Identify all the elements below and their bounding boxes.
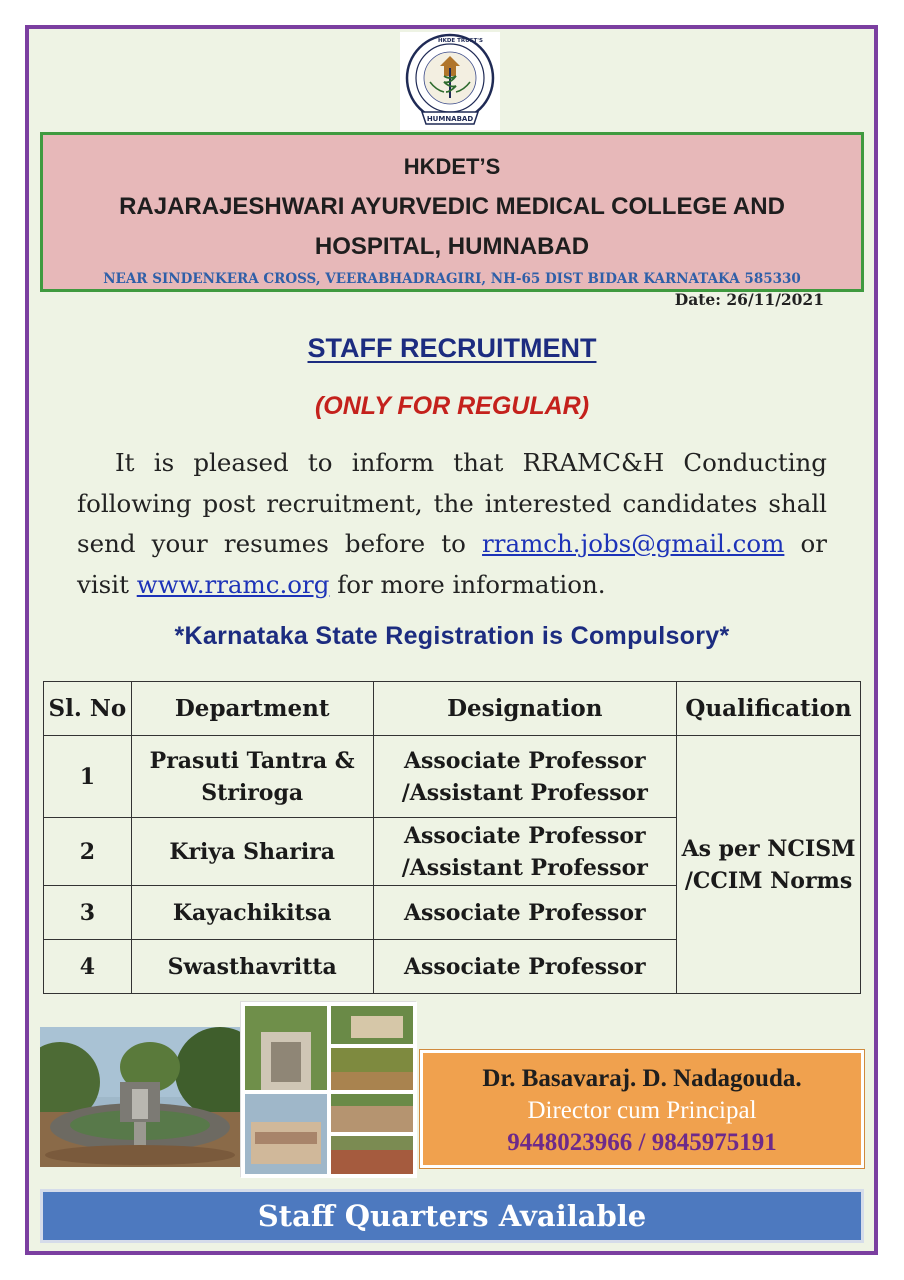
title-text: STAFF RECRUITMENT xyxy=(307,333,597,363)
cell-department: Swasthavritta xyxy=(131,940,373,994)
campus-photo-collage xyxy=(240,1001,416,1177)
header-sl-no: Sl. No xyxy=(44,682,132,736)
trust-name: HKDET’S xyxy=(403,154,501,179)
college-logo xyxy=(400,32,500,130)
cell-designation: Associate Professor xyxy=(373,940,676,994)
director-role: Director cum Principal xyxy=(527,1097,757,1124)
paragraph-text-1: It is pleased to inform that RRAMC&H Conducting following post recruitment, the interested candidates shall send your resumes before to xyxy=(77,448,827,558)
cell-sl-no: 3 xyxy=(44,886,132,940)
page-title xyxy=(0,333,904,364)
header-designation: Designation xyxy=(373,682,676,736)
cell-sl-no: 4 xyxy=(44,940,132,994)
page-subtitle: (ONLY FOR REGULAR) xyxy=(314,392,590,420)
cell-department: Prasuti Tantra & Striroga xyxy=(131,736,373,818)
paragraph-text-3: for more information. xyxy=(329,569,606,599)
header-qualification: Qualification xyxy=(677,682,861,736)
table-row xyxy=(44,736,861,818)
college-seal-icon xyxy=(400,32,500,130)
cell-sl-no: 1 xyxy=(44,736,132,818)
college-name-line2: HOSPITAL, HUMNABAD xyxy=(314,233,590,260)
collage-image xyxy=(241,1002,417,1178)
header-department: Department xyxy=(131,682,373,736)
notice-date: Date: 26/11/2021 xyxy=(674,290,824,309)
college-address: NEAR SINDENKERA CROSS, VEERABHADRAGIRI, NH-65 DIST BIDAR KARNATAKA 585330 xyxy=(103,271,801,287)
campus-garden-image xyxy=(40,1027,240,1167)
director-name: Dr. Basavaraj. D. Nadagouda. xyxy=(482,1065,802,1092)
email-link[interactable]: rramch.jobs@gmail.com xyxy=(482,529,785,558)
college-header xyxy=(40,132,864,292)
table-header-row xyxy=(44,682,861,736)
director-contact-box xyxy=(420,1050,864,1168)
paragraph-text-2: or visit xyxy=(77,529,828,599)
svg-text:HKDE TRUST'S: HKDE TRUST'S xyxy=(438,38,483,44)
cell-department: Kayachikitsa xyxy=(131,886,373,940)
logo-banner-text: HUMNABAD xyxy=(426,115,474,123)
cell-designation: Associate Professor /Assistant Professor xyxy=(373,736,676,818)
cell-designation: Associate Professor xyxy=(373,886,676,940)
registration-notice: *Karnataka State Registration is Compulsory* xyxy=(174,622,730,650)
vacancy-table xyxy=(43,681,861,994)
announcement-paragraph xyxy=(77,443,827,605)
director-phone[interactable]: 9448023966 / 9845975191 xyxy=(507,1129,777,1156)
cell-department: Kriya Sharira xyxy=(131,818,373,886)
cell-designation: Associate Professor /Assistant Professor xyxy=(373,818,676,886)
website-link[interactable]: www.rramc.org xyxy=(136,569,330,599)
cell-qualification: As per NCISM /CCIM Norms xyxy=(677,736,861,994)
cell-sl-no: 2 xyxy=(44,818,132,886)
college-name-line1: RAJARAJESHWARI AYURVEDIC MEDICAL COLLEGE AND xyxy=(119,193,785,220)
staff-quarters-banner: Staff Quarters Available xyxy=(40,1189,864,1243)
campus-photo xyxy=(40,1027,240,1167)
